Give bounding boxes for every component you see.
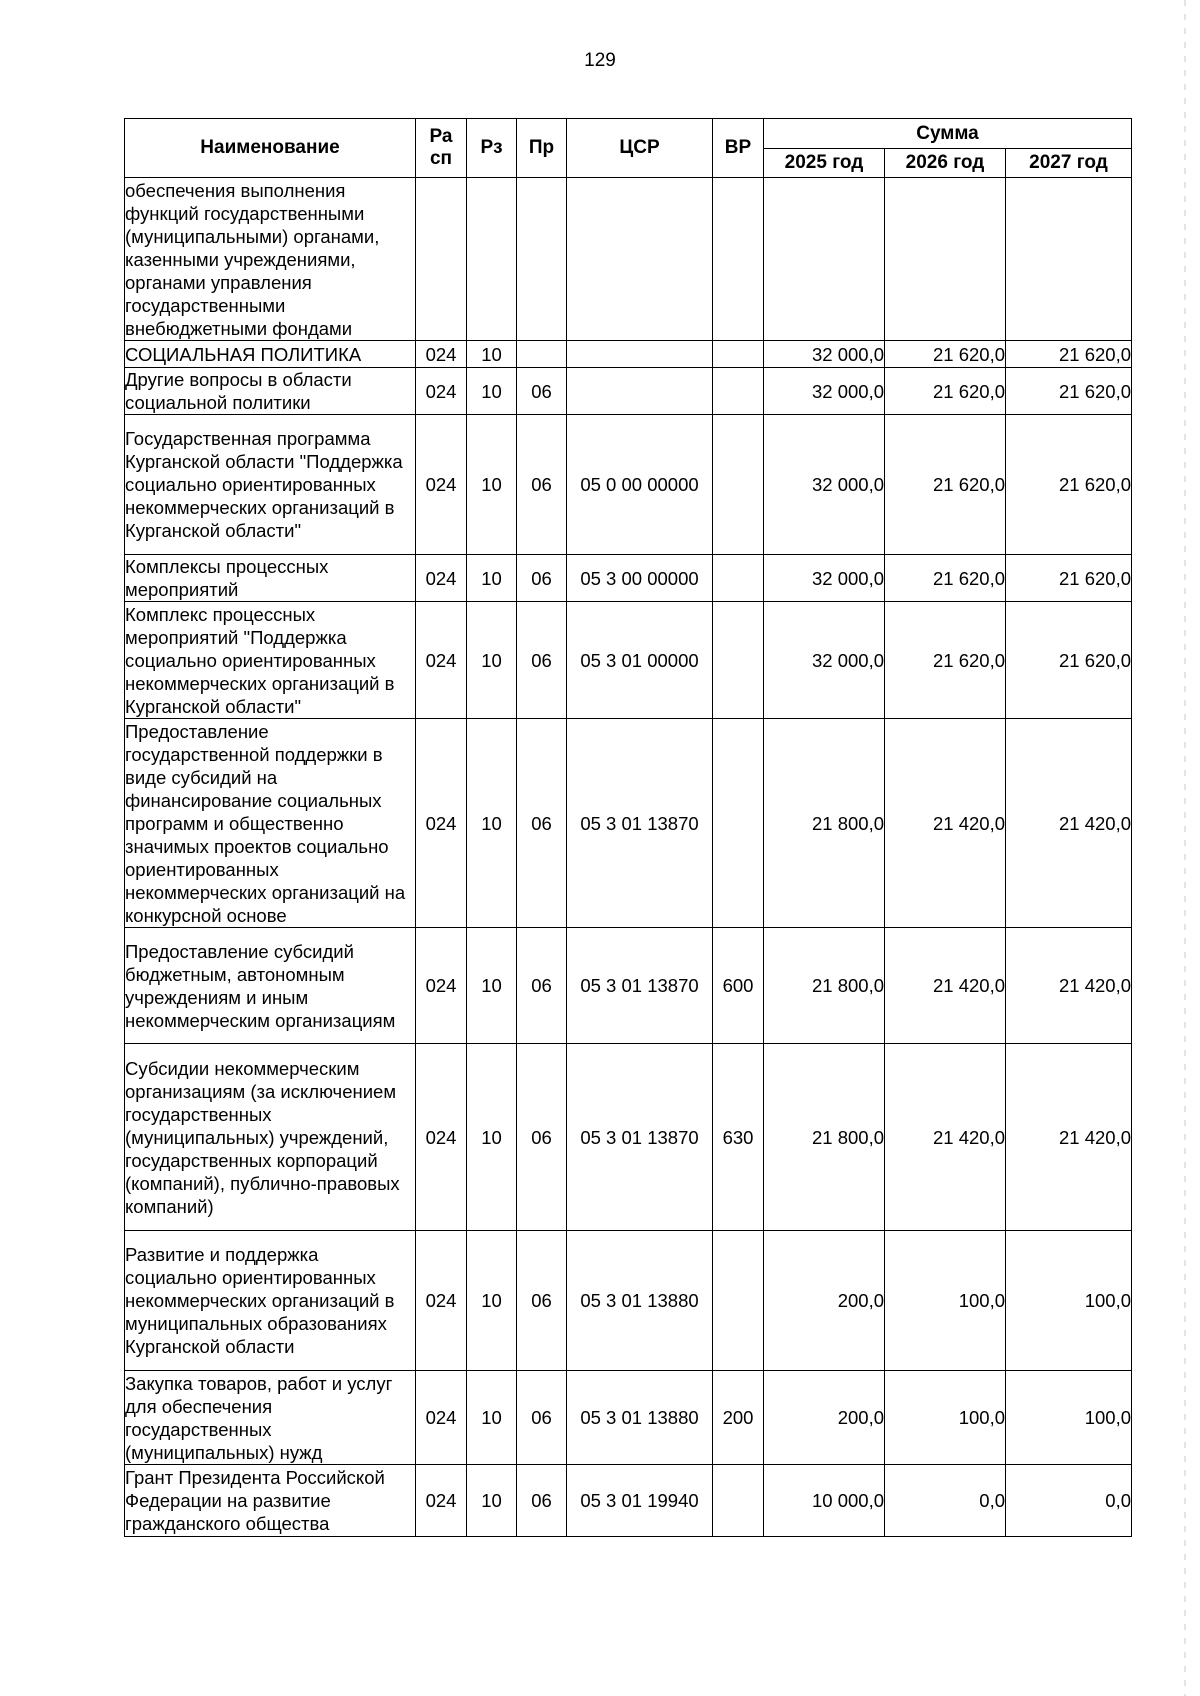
row-vr	[713, 368, 764, 415]
row-vr	[713, 555, 764, 602]
row-csr: 05 3 01 19940	[567, 1465, 713, 1537]
header-name: Наименование	[125, 119, 416, 178]
row-csr	[567, 368, 713, 415]
budget-table	[124, 118, 1132, 1537]
row-vr	[713, 1231, 764, 1371]
header-year-2025: 2025 год	[764, 149, 885, 178]
row-pr: 06	[517, 1231, 567, 1371]
row-rasp	[416, 178, 467, 341]
row-rz: 10	[467, 415, 517, 555]
row-sum-2026: 21 420,0	[885, 1044, 1006, 1231]
row-name: Комплекс процессных мероприятий "Поддержка социально ориентированных некоммерческих организаций в Курганской области"	[125, 602, 416, 719]
row-sum-2025: 21 800,0	[764, 928, 885, 1044]
row-sum-2026: 21 620,0	[885, 341, 1006, 368]
row-csr: 05 3 01 13880	[567, 1231, 713, 1371]
row-rz: 10	[467, 719, 517, 928]
row-csr	[567, 178, 713, 341]
row-vr: 200	[713, 1371, 764, 1465]
row-sum-2026: 21 620,0	[885, 368, 1006, 415]
row-sum-2025: 32 000,0	[764, 602, 885, 719]
table-row	[125, 415, 1132, 555]
row-name: Предоставление государственной поддержки в виде субсидий на финансирование социальных программ и общественно значимых проектов социально ориентированных некоммерческих организаций на конкурсной основе	[125, 719, 416, 928]
row-sum-2027: 100,0	[1006, 1231, 1132, 1371]
row-vr	[713, 415, 764, 555]
row-rz: 10	[467, 341, 517, 368]
row-csr: 05 3 01 13870	[567, 1044, 713, 1231]
row-pr: 06	[517, 555, 567, 602]
row-vr	[713, 1465, 764, 1537]
row-rz: 10	[467, 368, 517, 415]
header-rasp: Ра сп	[416, 119, 467, 178]
row-csr: 05 3 01 13880	[567, 1371, 713, 1465]
row-name: Грант Президента Российской Федерации на развитие гражданского общества	[125, 1465, 416, 1537]
row-rasp: 024	[416, 341, 467, 368]
row-sum-2025: 21 800,0	[764, 719, 885, 928]
row-sum-2027: 100,0	[1006, 1371, 1132, 1465]
header-sum: Сумма	[764, 119, 1132, 149]
table-row	[125, 555, 1132, 602]
row-rz: 10	[467, 555, 517, 602]
header-rz: Рз	[467, 119, 517, 178]
header-pr: Пр	[517, 119, 567, 178]
row-name: Субсидии некоммерческим организациям (за исключением государственных (муниципальных) учреждений, государственных корпораций (компаний), публично-правовых компаний)	[125, 1044, 416, 1231]
row-sum-2027: 21 420,0	[1006, 719, 1132, 928]
row-csr: 05 3 01 13870	[567, 719, 713, 928]
row-sum-2026: 100,0	[885, 1371, 1006, 1465]
row-sum-2025: 200,0	[764, 1231, 885, 1371]
row-sum-2026: 21 420,0	[885, 719, 1006, 928]
row-sum-2026	[885, 178, 1006, 341]
row-sum-2027: 0,0	[1006, 1465, 1132, 1537]
row-name: СОЦИАЛЬНАЯ ПОЛИТИКА	[125, 341, 416, 368]
row-sum-2025: 10 000,0	[764, 1465, 885, 1537]
table-row	[125, 602, 1132, 719]
header-year-2027: 2027 год	[1006, 149, 1132, 178]
header-csr: ЦСР	[567, 119, 713, 178]
row-name: Комплексы процессных мероприятий	[125, 555, 416, 602]
table-row	[125, 1231, 1132, 1371]
row-pr: 06	[517, 415, 567, 555]
row-rz: 10	[467, 1044, 517, 1231]
row-sum-2027: 21 620,0	[1006, 415, 1132, 555]
row-pr: 06	[517, 1044, 567, 1231]
row-sum-2027: 21 620,0	[1006, 368, 1132, 415]
row-pr	[517, 341, 567, 368]
row-name: Развитие и поддержка социально ориентированных некоммерческих организаций в муниципальных образованиях Курганской области	[125, 1231, 416, 1371]
row-pr: 06	[517, 719, 567, 928]
row-rz: 10	[467, 1231, 517, 1371]
row-rasp: 024	[416, 555, 467, 602]
row-sum-2025: 32 000,0	[764, 368, 885, 415]
row-rasp: 024	[416, 1371, 467, 1465]
row-sum-2025: 32 000,0	[764, 555, 885, 602]
header-vr: ВР	[713, 119, 764, 178]
table-row	[125, 928, 1132, 1044]
row-pr: 06	[517, 1465, 567, 1537]
row-rasp: 024	[416, 1231, 467, 1371]
row-rz	[467, 178, 517, 341]
table-row	[125, 719, 1132, 928]
row-vr	[713, 602, 764, 719]
row-sum-2027: 21 420,0	[1006, 1044, 1132, 1231]
table-row	[125, 1044, 1132, 1231]
row-csr: 05 3 00 00000	[567, 555, 713, 602]
table-row	[125, 178, 1132, 341]
row-pr	[517, 178, 567, 341]
row-rz: 10	[467, 602, 517, 719]
row-sum-2025: 32 000,0	[764, 415, 885, 555]
row-vr: 630	[713, 1044, 764, 1231]
row-rasp: 024	[416, 719, 467, 928]
row-name: Закупка товаров, работ и услуг для обеспечения государственных (муниципальных) нужд	[125, 1371, 416, 1465]
row-rz: 10	[467, 1371, 517, 1465]
row-name: обеспечения выполнения функций государственными (муниципальными) органами, казенными учреждениями, органами управления государственными внебюджетными фондами	[125, 178, 416, 341]
row-sum-2026: 21 620,0	[885, 602, 1006, 719]
row-rasp: 024	[416, 602, 467, 719]
row-pr: 06	[517, 602, 567, 719]
header-year-2026: 2026 год	[885, 149, 1006, 178]
row-sum-2025: 32 000,0	[764, 341, 885, 368]
table-row	[125, 341, 1132, 368]
row-rasp: 024	[416, 1044, 467, 1231]
row-sum-2026: 100,0	[885, 1231, 1006, 1371]
row-rasp: 024	[416, 368, 467, 415]
row-sum-2027: 21 420,0	[1006, 928, 1132, 1044]
row-rz: 10	[467, 1465, 517, 1537]
row-csr	[567, 341, 713, 368]
row-csr: 05 0 00 00000	[567, 415, 713, 555]
row-sum-2027: 21 620,0	[1006, 555, 1132, 602]
row-pr: 06	[517, 1371, 567, 1465]
row-vr	[713, 341, 764, 368]
row-sum-2026: 21 620,0	[885, 415, 1006, 555]
row-sum-2025: 21 800,0	[764, 1044, 885, 1231]
row-vr	[713, 719, 764, 928]
row-name: Другие вопросы в области социальной политики	[125, 368, 416, 415]
row-sum-2027	[1006, 178, 1132, 341]
row-rasp: 024	[416, 1465, 467, 1537]
table-row	[125, 368, 1132, 415]
table-row	[125, 1371, 1132, 1465]
row-sum-2025	[764, 178, 885, 341]
row-sum-2027: 21 620,0	[1006, 341, 1132, 368]
row-csr: 05 3 01 13870	[567, 928, 713, 1044]
row-rasp: 024	[416, 415, 467, 555]
row-rz: 10	[467, 928, 517, 1044]
row-sum-2026: 21 420,0	[885, 928, 1006, 1044]
header-row-top	[125, 119, 1132, 149]
row-sum-2026: 0,0	[885, 1465, 1006, 1537]
row-sum-2026: 21 620,0	[885, 555, 1006, 602]
row-pr: 06	[517, 368, 567, 415]
page-number: 129	[584, 50, 616, 71]
row-name: Государственная программа Курганской области "Поддержка социально ориентированных некоммерческих организаций в Курганской области"	[125, 415, 416, 555]
row-vr: 600	[713, 928, 764, 1044]
row-name: Предоставление субсидий бюджетным, автономным учреждениям и иным некоммерческим организациям	[125, 928, 416, 1044]
row-rasp: 024	[416, 928, 467, 1044]
table-row	[125, 1465, 1132, 1537]
scan-edge-mark	[1184, 0, 1186, 1696]
row-sum-2025: 200,0	[764, 1371, 885, 1465]
row-pr: 06	[517, 928, 567, 1044]
row-sum-2027: 21 620,0	[1006, 602, 1132, 719]
row-csr: 05 3 01 00000	[567, 602, 713, 719]
row-vr	[713, 178, 764, 341]
